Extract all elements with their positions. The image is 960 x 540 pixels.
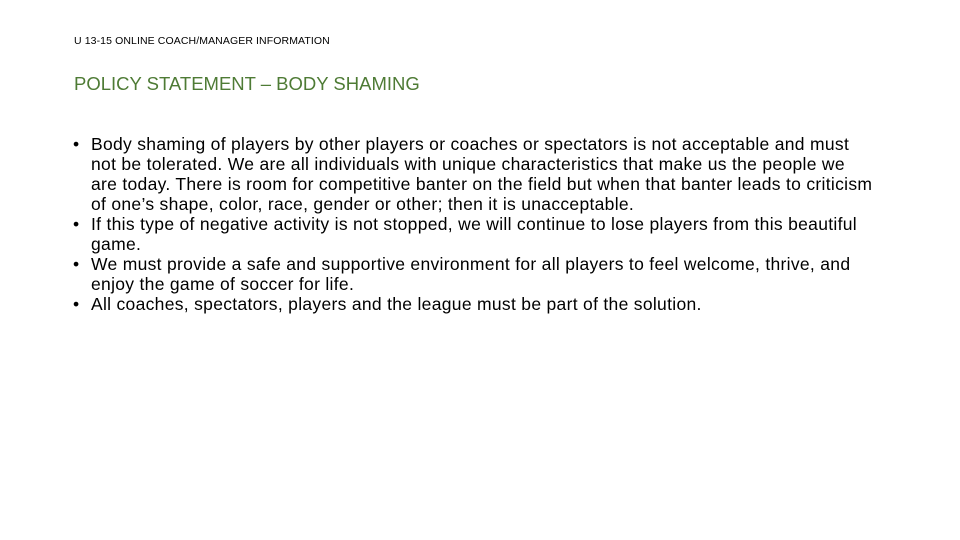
bullet-icon: • bbox=[73, 294, 80, 314]
bullet-item bbox=[73, 294, 873, 314]
bullet-text: We must provide a safe and supportive environment for all players to feel welcome, thrive, and enjoy the game of soccer for life. bbox=[91, 254, 851, 294]
bullet-icon: • bbox=[73, 254, 80, 274]
bullet-item bbox=[73, 254, 873, 294]
bullet-text: All coaches, spectators, players and the league must be part of the solution. bbox=[91, 294, 702, 314]
bullet-item bbox=[73, 214, 873, 254]
bullet-text: If this type of negative activity is not stopped, we will continue to lose players from this beautiful game. bbox=[91, 214, 857, 254]
header-label: U 13-15 ONLINE COACH/MANAGER INFORMATION bbox=[74, 35, 330, 47]
bullet-text: Body shaming of players by other players or coaches or spectators is not acceptable and must not be tolerated. We are all individuals with unique characteristics that make us the people we are today. There is room for competitive banter on the field but when that banter leads to criticism of one’s shape, color, race, gender or other; then it is unacceptable. bbox=[91, 134, 873, 214]
bullet-icon: • bbox=[73, 134, 80, 154]
bullet-item bbox=[73, 134, 873, 214]
slide-title: POLICY STATEMENT – BODY SHAMING bbox=[74, 73, 420, 94]
bullet-list bbox=[73, 134, 873, 314]
bullet-icon: • bbox=[73, 214, 80, 234]
